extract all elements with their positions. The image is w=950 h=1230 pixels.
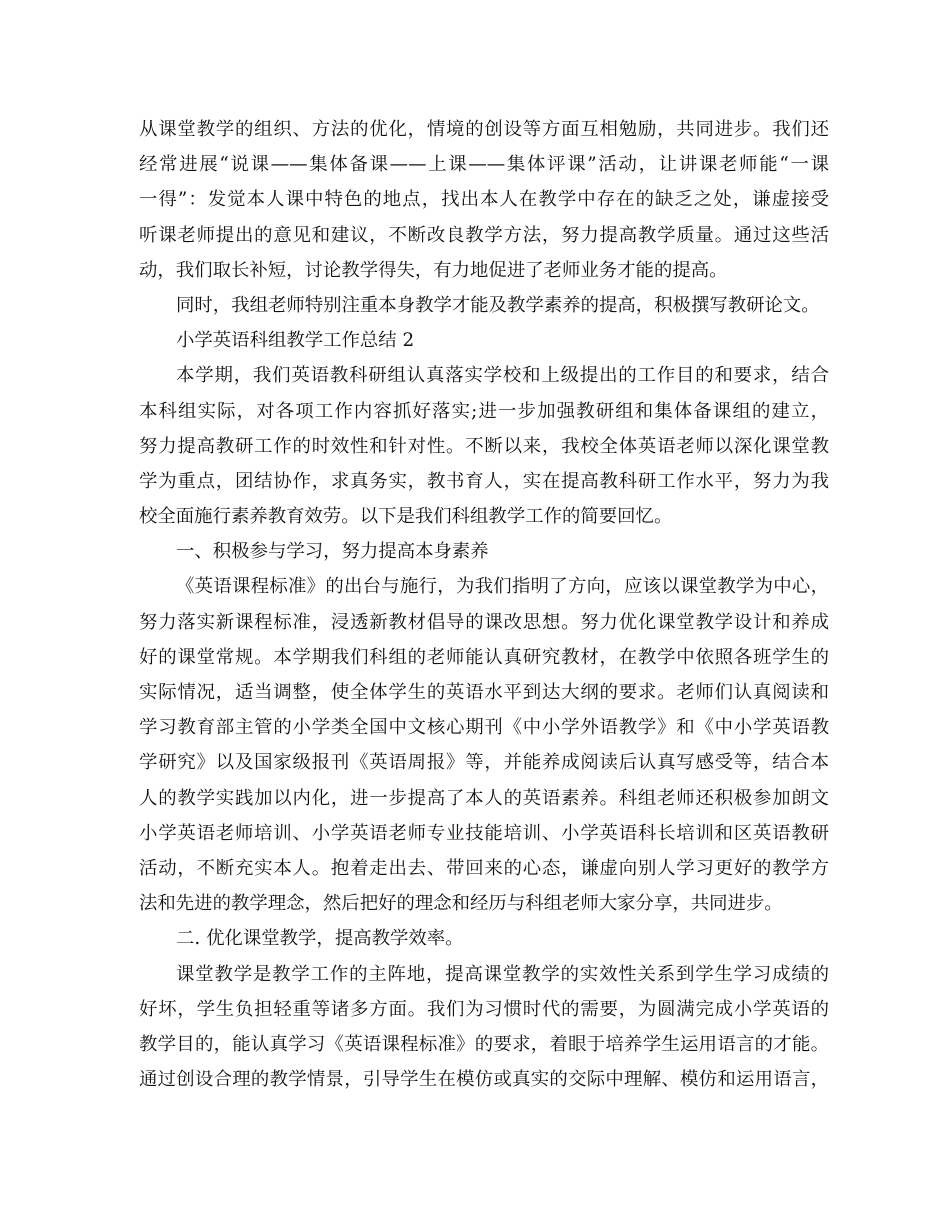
text-line: 学为重点，团结协作，求真务实，教书育人，实在提高教科研工作水平，努力为我 (139, 470, 829, 492)
text-line: 二. 优化课堂教学，提高教学效率。 (176, 928, 464, 950)
text-line: 教学目的，能认真学习《英语课程标准》的要求，着眼于培养学生运用语言的才能。 (139, 1033, 829, 1055)
text-line: 学习教育部主管的小学类全国中文核心期刊《中小学外语教学》和《中小学英语教 (139, 717, 829, 739)
text-line: 《英语课程标准》的出台与施行，为我们指明了方向，应该以课堂教学为中心， (176, 576, 829, 598)
text-line: 同时，我组老师特别注重本身教学才能及教学素养的提高，积极撰写教研论文。 (176, 294, 820, 316)
text-line: 动，我们取长补短，讨论教学得失，有力地促进了老师业务才能的提高。 (139, 259, 728, 281)
text-line: 一、积极参与学习，努力提高本身素养 (176, 541, 489, 563)
text-line: 校全面施行素养教育效劳。以下是我们科组教学工作的简要回忆。 (139, 506, 673, 528)
document-body (139, 112, 829, 1097)
text-line: 小学英语老师培训、小学英语老师专业技能培训、小学英语科长培训和区英语教研 (139, 822, 829, 844)
text-line: 学研究》以及国家级报刊《英语周报》等，并能养成阅读后认真写感受等，结合本 (139, 752, 829, 774)
text-line: 经常进展“说课——集体备课——上课——集体评课”活动，让讲课老师能“一课 (139, 154, 829, 176)
text-line: 好的课堂常规。本学期我们科组的老师能认真研究教材，在教学中依照各班学生的 (139, 646, 829, 668)
text-line: 好坏，学生负担轻重等诸多方面。我们为习惯时代的需要，为圆满完成小学英语的 (139, 998, 829, 1020)
text-line: 法和先进的教学理念，然后把好的理念和经历与科组老师大家分享，共同进步。 (139, 893, 783, 915)
text-line: 本科组实际，对各项工作内容抓好落实;进一步加强教研组和集体备课组的建立， (139, 400, 829, 422)
text-line: 努力提高教研工作的时效性和针对性。不断以来，我校全体英语老师以深化课堂教 (139, 435, 829, 457)
text-line: 从课堂教学的组织、方法的优化，情境的创设等方面互相勉励，共同进步。我们还 (139, 119, 829, 140)
text-line: 课堂教学是教学工作的主阵地，提高课堂教学的实效性关系到学生学习成绩的 (176, 963, 829, 985)
text-line: 本学期，我们英语教科研组认真落实学校和上级提出的工作目的和要求，结合 (176, 365, 829, 387)
text-line: 小学英语科组教学工作总结 2 (176, 330, 415, 352)
text-line: 一得”：发觉本人课中特色的地点，找出本人在教学中存在的缺乏之处，谦虚接受 (139, 189, 829, 211)
text-line: 听课老师提出的意见和建议，不断改良教学方法，努力提高教学质量。通过这些活 (139, 224, 829, 246)
text-line: 活动，不断充实本人。抱着走出去、带回来的心态，谦虚向别人学习更好的教学方 (139, 857, 829, 879)
text-line: 人的教学实践加以内化，进一步提高了本人的英语素养。科组老师还积极参加朗文 (139, 787, 829, 809)
text-line: 通过创设合理的教学情景，引导学生在模仿或真实的交际中理解、模仿和运用语言， (139, 1069, 829, 1091)
text-line: 努力落实新课程标准，浸透新教材倡导的课改思想。努力优化课堂教学设计和养成 (139, 611, 829, 633)
text-line: 实际情况，适当调整，使全体学生的英语水平到达大纲的要求。老师们认真阅读和 (139, 682, 829, 703)
